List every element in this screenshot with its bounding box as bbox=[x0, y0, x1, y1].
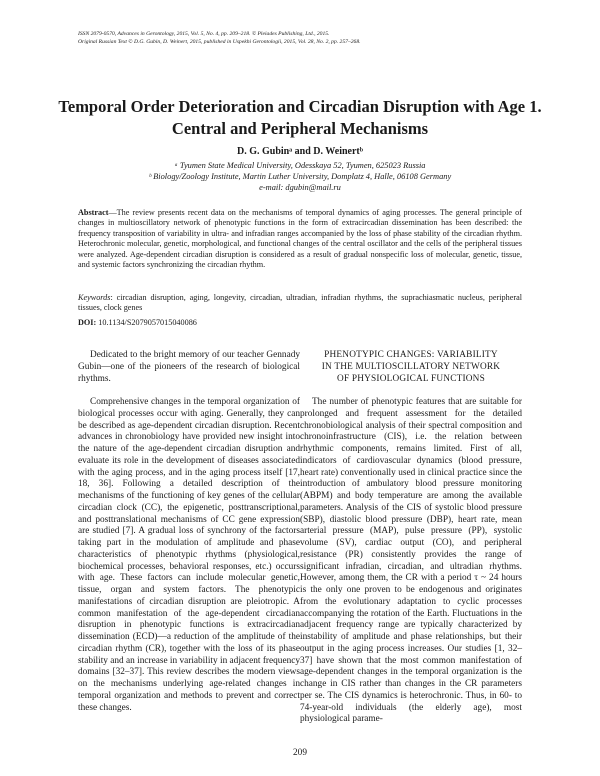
section-heading-line: PHENOTYPIC CHANGES: VARIABILITY bbox=[324, 350, 498, 360]
journal-citation: ISSN 2079-0570, Advances in Gerontology, 2015, Vol. 5, No. 4, pp. 209–218. © Pleiades Publishing, Ltd., 2015. bbox=[78, 31, 330, 37]
doi-value: 10.1134/S2079057015040086 bbox=[98, 318, 197, 327]
abstract-text: —The review presents recent data on the mechanisms of temporal dynamics of aging processes. The general principle of changes in multioscillatory network of phenotypic functions in the form of extracircadian dissemination has been described: the frequency transposition of variability in ultra- and infradian ranges accompanied by the loss of phase stability of the circadian rhythm. Heterochronic molecular, genetic, morphological, and functional changes of the central oscillator and the cells of the peripheral tissues were analyzed. Age-dependent circadian disruption is considered as a result of gradual nonspecific loss of molecular, genetic, tissue, and systemic factors synchronizing the circadian rhythm. bbox=[78, 208, 522, 270]
article-title: Temporal Order Deterioration and Circadian Disruption with Age 1. Central and Peripheral Mechanisms bbox=[58, 97, 542, 138]
abstract-label: Abstract bbox=[78, 208, 109, 217]
body-paragraph: Comprehensive changes in the temporal organization of biological processes occur with aging. Generally, they can be described as age-dependent circadian disruption. Recent advances in chronobiology have provided new insight into the nature of the age-dependent circadian disruption and evaluate its role in the development of diseases associated with the aging process, and in the aging process itself [17, 18, 36]. Following a detailed description of the mechanisms of the functioning of key genes of the cellular circadian clock (CC), the epigenetic, posttranscriptional, and posttranslational mechanisms of CC gene expression are studied [7]. A gradual loss of synchrony of the factors taking part in the modulation of amplitude and phase characteristics of phenotypic rhythms (physiological, biochemical processes, behavioral responses, etc.) occurs with age. These factors can include molecular genetic, tissue, organ and system factors. The phenotypic manifestations of circadian disruption are pleiotropic. A common manifestation of the age-dependent circadian disruption in phenotypic functions is extracircadian dissemination (ECD)—a reduction of the amplitude of the circadian rhythm (CR), together with the loss of its phase stability and an increase in variability in adjacent frequency domains [32–37]. This review describes the modern views on the mechanisms underlying age-related changes in temporal organization and methods to prevent and correct these changes. bbox=[78, 397, 301, 713]
doi bbox=[78, 318, 197, 327]
section-heading-line: OF PHYSIOLOGICAL FUNCTIONS bbox=[337, 373, 485, 384]
dedication: Dedicated to the bright memory of our teacher Gennady Gubin—one of the pioneers of the research of biological rhythms. bbox=[78, 350, 300, 384]
article-authors: D. G. Gubinᵃ and D. Weinertᵇ bbox=[236, 146, 363, 157]
author-email: e-mail: dgubin@mail.ru bbox=[259, 183, 341, 192]
keywords-text: : circadian disruption, aging, longevity, circadian, ultradian, infradian rhythms, the suprachiasmatic nucleus, peripheral tissues, clock genes bbox=[78, 293, 522, 313]
keywords bbox=[78, 293, 522, 314]
section-heading-line: IN THE MULTIOSCILLATORY NETWORK bbox=[321, 361, 501, 372]
right-column bbox=[300, 350, 522, 738]
original-text-citation: Original Russian Text © D.G. Gubin, D. Weinert, 2015, published in Uspekhi Gerontologii, 2015, Vol. 28, No. 2, pp. 257–268. bbox=[78, 39, 361, 45]
doi-label: DOI: bbox=[78, 318, 97, 327]
body-paragraph: The number of phenotypic features that are suitable for prolonged and frequent assessment for the detailed chronobiological analysis of their spectral composition and chronoinfrastructure (CIS), i.e. the relation between rhythmic components, remains limited. First of all, indicators of cardiovascular dynamics (blood pressure, heart rate) conventionally used in clinical practice since the introduction of ambulatory blood pressure monitoring (ABPM) and body temperature are among the available parameters. Analysis of the CIS of systolic blood pressure (SBP), diastolic blood pressure (DBP), heart rate, mean arterial pressure (MAP), pulse pressure (PP), systolic volume (SV), cardiac output (CO), and peripheral resistance (PR) consistently provides the range of significant infradian, circadian, and ultradian rhythms. However, among them, the CR with a period τ ~ 24 hours is the only one proven to be endogenous and originates from the evolutionary adaptation to cyclic processes accompanying the rotation of the Earth. Fluctuations in the adjacent frequency range are typically characterized by instability of amplitude and phase relationships, but their output in the aging process increases. Our studies [1, 32–37] have shown that the most common manifestation of age-dependent changes in the temporal organization is the change in CIS rather than changes in the CR parameters per se. The CIS dynamics is heterochronic. Thus, in 60- to 74-year-old individuals (the elderly age), most physiological parame- bbox=[300, 397, 522, 725]
keywords-label: Keywords bbox=[78, 293, 111, 302]
abstract bbox=[78, 208, 522, 270]
left-column bbox=[78, 350, 300, 726]
affiliation-a: ᵃ Tyumen State Medical University, Odesskaya 52, Tyumen, 625023 Russia bbox=[174, 161, 426, 170]
journal-header bbox=[78, 30, 361, 46]
affiliation-b: ᵇ Biology/Zoology Institute, Martin Luther University, Domplatz 4, Halle, 06108 Germany bbox=[148, 172, 452, 181]
section-heading bbox=[300, 350, 522, 385]
page-number: 209 bbox=[293, 748, 307, 758]
